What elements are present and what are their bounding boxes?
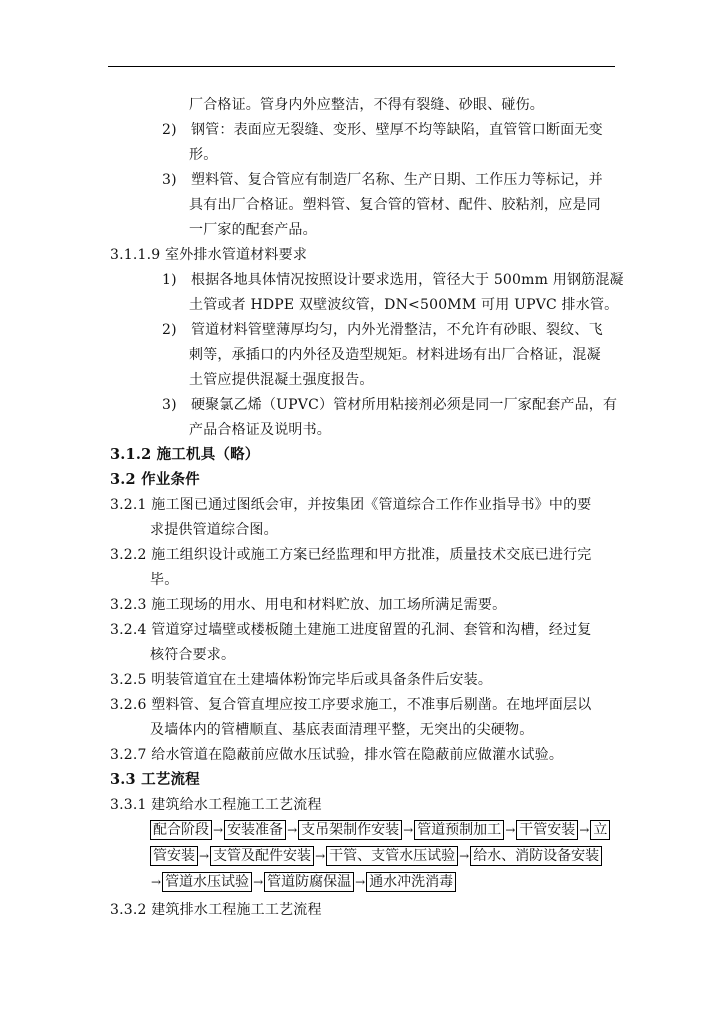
flow-box: 支管及配件安装 [210,846,314,866]
arrow-icon: → [287,823,298,837]
flow-row-2 [150,846,602,866]
text-line: 1) 根据各地具体情况按照设计要求选用，管径大于 500mm 用钢筋混凝 [162,272,624,288]
flow-box: 管道防腐保温 [264,872,354,892]
text-line: 3) 塑料管、复合管应有制造厂名称、生产日期、工作压力等标记，并 [162,172,603,188]
text-line: 核符合要求。 [150,647,236,663]
arrow-icon: → [355,875,366,889]
text-line: 2) 管道材料管壁薄厚均匀，内外光滑整洁，不允许有砂眼、裂纹、飞 [162,322,603,338]
text-line: 2) 钢管：表面应无裂缝、变形、壁厚不均等缺陷，直管管口断面无变 [162,122,603,138]
text-line: 3.2.3 施工现场的用水、用电和材料贮放、加工场所满足需要。 [110,597,507,613]
flow-box: 安装准备 [224,820,286,840]
arrow-icon: → [151,875,162,889]
flow-box: 干管、支管水压试验 [326,846,458,866]
arrow-icon: → [253,875,264,889]
text-line: 3.2.6 塑料管、复合管直埋应按工序要求施工，不准事后剔凿。在地坪面层以 [110,697,592,713]
text-line: 刺等，承插口的内外径及造型规矩。材料进场有出厂合格证，混凝 [189,347,601,363]
text-line: 产品合格证及说明书。 [189,422,331,438]
text-line: 形。 [189,147,218,163]
header-rule [108,66,615,67]
arrow-icon: → [213,823,224,837]
arrow-icon: → [505,823,516,837]
arrow-icon: → [459,849,470,863]
flow-box: 通水冲洗消毒 [366,872,456,892]
text-line: 求提供管道综合图。 [150,522,278,538]
arrow-icon: → [315,849,326,863]
text-line: 3) 硬聚氯乙烯（UPVC）管材所用粘接剂必须是同一厂家配套产品，有 [162,397,618,413]
text-line: 及墙体内的管槽顺直、基底表面清理平整，无突出的尖硬物。 [150,722,534,738]
text-line: 土管或者 HDPE 双壁波纹管，DN<500MM 可用 UPVC 排水管。 [189,297,619,313]
text-line: 土管应提供混凝土强度报告。 [189,372,374,388]
flow-row-1 [150,820,610,840]
flow-box: 配合阶段 [150,820,212,840]
text-line: 一厂家的配套产品。 [189,222,317,238]
text-line: 3.2.5 明装管道宜在土建墙体粉饰完毕后或具备条件后安装。 [110,672,493,688]
flow-box: 给水、消防设备安装 [470,846,602,866]
flow-box: 干管安装 [516,820,578,840]
arrow-icon: → [199,849,210,863]
flow-box: 管安装 [150,846,198,866]
text-line: 3.3.1 建筑给水工程施工工艺流程 [110,797,322,813]
text-line: 3.2.2 施工组织设计或施工方案已经监理和甲方批准，质量技术交底已进行完 [110,547,592,563]
text-line: 3.3.2 建筑排水工程施工工艺流程 [110,902,322,918]
section-heading: 3.1.2 施工机具（略） [110,446,260,463]
arrow-icon: → [579,823,590,837]
flow-box: 管道水压试验 [162,872,252,892]
text-line: 具有出厂合格证。塑料管、复合管的管材、配件、胶粘剂，应是同 [189,197,601,213]
text-line: 3.2.4 管道穿过墙壁或楼板随土建施工进度留置的孔洞、套管和沟槽，经过复 [110,622,592,638]
section-heading: 3.3 工艺流程 [110,771,200,788]
flow-row-3 [150,872,456,892]
flow-box: 立 [590,820,610,840]
text-line: 毕。 [150,572,179,588]
arrow-icon: → [403,823,414,837]
text-line: 3.2.7 给水管道在隐蔽前应做水压试验，排水管在隐蔽前应做灌水试验。 [110,747,564,763]
section-heading: 3.2 作业条件 [110,471,200,488]
flow-box: 支吊架制作安装 [298,820,402,840]
text-line: 厂合格证。管身内外应整洁，不得有裂缝、砂眼、碰伤。 [189,97,544,113]
flow-box: 管道预制加工 [414,820,504,840]
section-heading: 3.1.1.9 室外排水管道材料要求 [110,247,308,263]
text-line: 3.2.1 施工图已通过图纸会审，并按集团《管道综合工作作业指导书》中的要 [110,497,592,513]
